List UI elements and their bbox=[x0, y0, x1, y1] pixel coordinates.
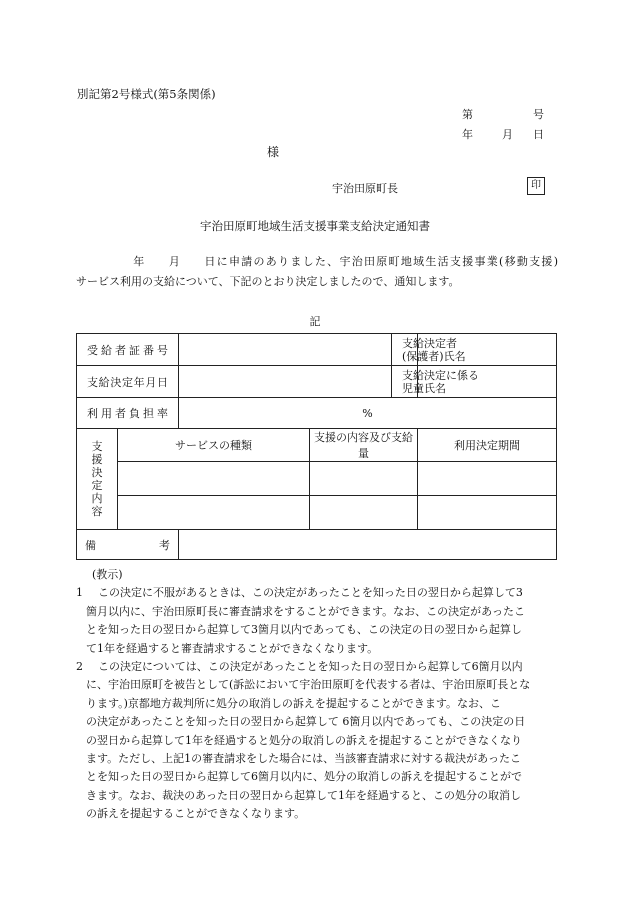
instruction-line: きます。なお、裁決のあった日の翌日から起算して1年を経過すると、この処分の取消し bbox=[86, 788, 522, 802]
instruction-line: の決定があったことを知った日の翌日から起算して 6箇月以内であっても、この決定の日 bbox=[86, 715, 526, 729]
table-row-remarks bbox=[77, 530, 557, 560]
label-child-name-l1: 支給決定に係る bbox=[402, 368, 479, 382]
date-year: 年 bbox=[462, 128, 473, 141]
cell-period-2 bbox=[418, 496, 557, 530]
body-line-1 bbox=[76, 252, 558, 272]
instruction-line: ります。)京都地方裁判所に処分の取消しの訴えを提起することができます。なお、こ bbox=[86, 696, 502, 710]
instruction-line: て1年を経過すると審査請求することができなくなります。 bbox=[86, 641, 379, 655]
instruction-line: の訴えを提起することができなくなります。 bbox=[86, 807, 306, 821]
instruction-number: 1 bbox=[76, 586, 83, 600]
col-support-amount: 支援の内容及び支給量 bbox=[310, 429, 418, 462]
body-line-2: サービス利用の支給について、下記のとおり決定しましたので、通知します。 bbox=[76, 275, 460, 288]
instruction-line: とを知った日の翌日から起算して3箇月以内であっても、この決定の日の翌日から起算し bbox=[86, 623, 522, 637]
instruction-line: この決定については、この決定があったことを知った日の翌日から起算して6箇月以内 bbox=[98, 660, 523, 674]
support-char-6: 容 bbox=[91, 505, 103, 518]
table-row-copay bbox=[77, 398, 557, 429]
label-copay-rate: 利用者負担率 bbox=[77, 398, 179, 429]
instruction-line: 箇月以内に、宇治田原町長に審査請求をすることができます。なお、この決定があったこ bbox=[86, 604, 526, 618]
support-char-2: 援 bbox=[91, 453, 103, 466]
instructions-title: (教示) bbox=[92, 568, 123, 581]
instruction-line: とを知った日の翌日から起算して6箇月以内に、処分の取消しの訴えを提起することがで bbox=[86, 770, 522, 784]
table-row-content-2 bbox=[77, 496, 557, 530]
form-number: 別記第2号様式(第5条関係) bbox=[77, 87, 216, 101]
value-recipient-cert-no bbox=[179, 334, 392, 366]
cell-service-2 bbox=[118, 496, 310, 530]
date-day: 日 bbox=[533, 128, 544, 141]
table-row-cert bbox=[77, 334, 557, 366]
body-year: 年 bbox=[132, 255, 146, 268]
label-remarks: 備考 bbox=[77, 530, 179, 560]
instruction-line: の翌日から起算して1年を経過すると処分の取消しの訴えを提起することができなくなり bbox=[86, 733, 522, 747]
ki-heading: 記 bbox=[309, 315, 321, 328]
cell-amount-2 bbox=[310, 496, 418, 530]
instruction-line: ます。ただし、上記1の審査請求をした場合には、当該審査請求に対する裁決があったこ bbox=[86, 752, 522, 766]
instruction-item bbox=[76, 584, 562, 658]
instruction-number: 2 bbox=[76, 660, 83, 674]
label-decision-date: 支給決定年月日 bbox=[77, 366, 179, 398]
date-month: 月 bbox=[502, 128, 513, 141]
notification-body bbox=[76, 252, 558, 292]
body-month: 月 bbox=[167, 255, 182, 268]
label-child-name bbox=[392, 366, 479, 398]
number-suffix: 号 bbox=[533, 108, 544, 121]
issuer-name: 宇治田原町長 bbox=[332, 182, 398, 195]
label-support-content bbox=[77, 429, 118, 530]
table-row-content-1 bbox=[77, 462, 557, 496]
support-char-1: 支 bbox=[91, 440, 103, 453]
value-decision-date bbox=[179, 366, 392, 398]
instructions-section bbox=[76, 566, 562, 824]
instruction-item bbox=[76, 658, 562, 824]
addressee-suffix: 様 bbox=[267, 145, 280, 159]
cell-period-1 bbox=[418, 462, 557, 496]
table-row-content-header bbox=[77, 429, 557, 462]
label-decided-person bbox=[392, 334, 466, 366]
value-remarks bbox=[179, 530, 557, 560]
body-line-1-rest: 日に申請のありました、宇治田原町地域生活支援事業(移動支援) bbox=[203, 255, 559, 268]
support-char-4: 定 bbox=[91, 479, 103, 492]
value-copay-rate: % bbox=[179, 398, 557, 429]
support-char-5: 内 bbox=[91, 492, 103, 505]
support-char-3: 決 bbox=[91, 466, 103, 479]
decision-table bbox=[76, 333, 557, 560]
label-recipient-cert-no: 受給者証番号 bbox=[77, 334, 179, 366]
table-row-date bbox=[77, 366, 557, 398]
instruction-line: この決定に不服があるときは、この決定があったことを知った日の翌日から起算して3 bbox=[98, 586, 523, 600]
number-prefix: 第 bbox=[462, 108, 473, 121]
label-decided-person-l2: (保護者)氏名 bbox=[402, 349, 466, 363]
cell-amount-1 bbox=[310, 462, 418, 496]
label-decided-person-l1: 支給決定者 bbox=[402, 336, 457, 350]
document-title: 宇治田原町地域生活支援事業支給決定通知書 bbox=[200, 219, 430, 233]
seal-mark: 印 bbox=[527, 177, 545, 195]
cell-service-1 bbox=[118, 462, 310, 496]
label-child-name-l2: 児童氏名 bbox=[402, 381, 446, 395]
col-service-type: サービスの種類 bbox=[118, 429, 310, 462]
instruction-line: に、宇治田原町を被告として(訴訟において宇治田原町を代表する者は、宇治田原町長とな bbox=[86, 678, 531, 692]
instructions-list bbox=[76, 584, 562, 823]
col-decision-period: 利用決定期間 bbox=[418, 429, 557, 462]
